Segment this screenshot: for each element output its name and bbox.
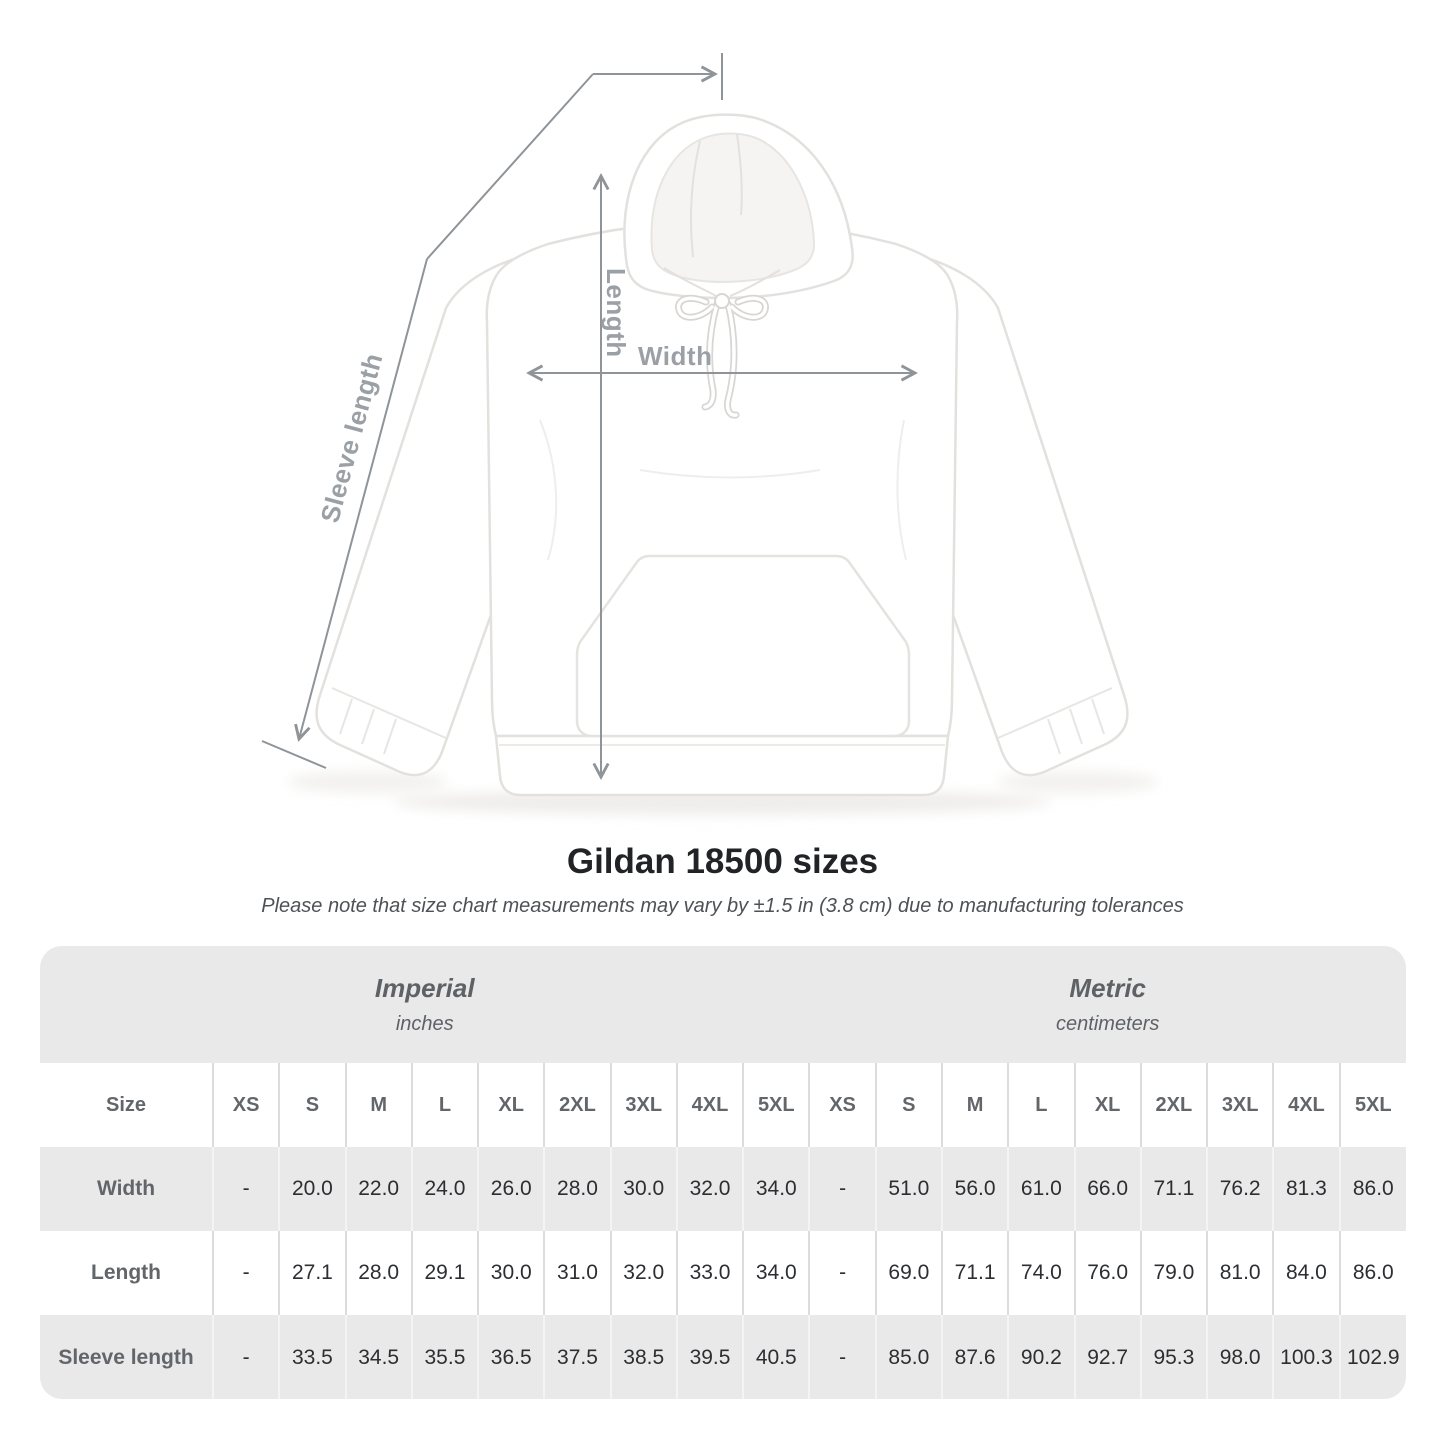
size-header-metric: M <box>942 1063 1008 1147</box>
cell: 81.3 <box>1273 1147 1339 1231</box>
cell: 27.1 <box>279 1231 345 1315</box>
size-header-imperial: XL <box>478 1063 544 1147</box>
size-header-metric: 2XL <box>1141 1063 1207 1147</box>
cell: 34.5 <box>346 1315 412 1399</box>
cell: 24.0 <box>412 1147 478 1231</box>
cell: 26.0 <box>478 1147 544 1231</box>
cell: 22.0 <box>346 1147 412 1231</box>
size-header-imperial: M <box>346 1063 412 1147</box>
cell: 98.0 <box>1207 1315 1273 1399</box>
cell: - <box>809 1315 875 1399</box>
size-table-container <box>40 946 1406 1399</box>
cell: - <box>809 1231 875 1315</box>
size-header-metric: 4XL <box>1273 1063 1339 1147</box>
cell: 32.0 <box>611 1231 677 1315</box>
size-header-metric: 5XL <box>1340 1063 1406 1147</box>
size-header-imperial: 5XL <box>743 1063 809 1147</box>
cell: 34.0 <box>743 1231 809 1315</box>
size-table <box>40 946 1406 1399</box>
cell: 28.0 <box>544 1147 610 1231</box>
cell: 90.2 <box>1008 1315 1074 1399</box>
cell: 92.7 <box>1075 1315 1141 1399</box>
page-title: Gildan 18500 sizes <box>566 842 879 881</box>
cell: - <box>213 1315 279 1399</box>
cell: 28.0 <box>346 1231 412 1315</box>
size-header-imperial: 4XL <box>677 1063 743 1147</box>
cell: 37.5 <box>544 1315 610 1399</box>
cell: 30.0 <box>478 1231 544 1315</box>
imperial-unit: inches <box>395 1013 454 1035</box>
cell: 34.0 <box>743 1147 809 1231</box>
cell: 86.0 <box>1340 1147 1406 1231</box>
cell: 31.0 <box>544 1231 610 1315</box>
size-header-metric: L <box>1008 1063 1074 1147</box>
cell: 71.1 <box>942 1231 1008 1315</box>
table-row-sleeve-length <box>40 1315 1406 1399</box>
row-label: Sleeve length <box>58 1345 194 1369</box>
metric-unit: centimeters <box>1056 1013 1160 1035</box>
cell: 29.1 <box>412 1231 478 1315</box>
size-header-imperial: L <box>412 1063 478 1147</box>
size-header-row <box>40 1063 1406 1147</box>
cell: 71.1 <box>1141 1147 1207 1231</box>
cell: 38.5 <box>611 1315 677 1399</box>
cell: 30.0 <box>611 1147 677 1231</box>
unit-band-row <box>40 946 1406 1063</box>
cell: 61.0 <box>1008 1147 1074 1231</box>
size-header-imperial: 2XL <box>544 1063 610 1147</box>
cell: - <box>809 1147 875 1231</box>
cell: 20.0 <box>279 1147 345 1231</box>
cell: 95.3 <box>1141 1315 1207 1399</box>
size-header-metric: 3XL <box>1207 1063 1273 1147</box>
cell: 40.5 <box>743 1315 809 1399</box>
size-header-metric: XS <box>809 1063 875 1147</box>
length-label: Length <box>601 268 631 358</box>
table-row-width <box>40 1147 1406 1231</box>
cell: 76.0 <box>1075 1231 1141 1315</box>
cell: 36.5 <box>478 1315 544 1399</box>
cell: 76.2 <box>1207 1147 1273 1231</box>
metric-band <box>809 946 1406 1063</box>
sleeve-length-label: Sleeve length <box>314 349 389 526</box>
sleeve-end-tick <box>262 741 326 768</box>
cell: 87.6 <box>942 1315 1008 1399</box>
size-header-metric: S <box>876 1063 942 1147</box>
cell: 81.0 <box>1207 1231 1273 1315</box>
cell: - <box>213 1147 279 1231</box>
tolerance-note: Please note that size chart measurements may vary by ±1.5 in (3.8 cm) due to manufacturing tolerances <box>261 895 1184 917</box>
sleeve-length-shoulder-line <box>427 74 593 259</box>
table-row-length <box>40 1231 1406 1315</box>
cell: 33.0 <box>677 1231 743 1315</box>
cell: 56.0 <box>942 1147 1008 1231</box>
size-col-header: Size <box>40 1063 213 1147</box>
cell: 33.5 <box>279 1315 345 1399</box>
cell: 69.0 <box>876 1231 942 1315</box>
cell: 66.0 <box>1075 1147 1141 1231</box>
cell: 32.0 <box>677 1147 743 1231</box>
size-header-metric: XL <box>1075 1063 1141 1147</box>
row-label: Length <box>91 1261 161 1284</box>
cell: 35.5 <box>412 1315 478 1399</box>
size-header-imperial: XS <box>213 1063 279 1147</box>
cell: - <box>213 1231 279 1315</box>
hoodie-pocket <box>577 556 909 736</box>
cell: 51.0 <box>876 1147 942 1231</box>
metric-label: Metric <box>1069 973 1146 1003</box>
size-header-imperial: 3XL <box>611 1063 677 1147</box>
imperial-label: Imperial <box>374 973 475 1003</box>
cell: 102.9 <box>1340 1315 1406 1399</box>
size-header-imperial: S <box>279 1063 345 1147</box>
cell: 84.0 <box>1273 1231 1339 1315</box>
cell: 100.3 <box>1273 1315 1339 1399</box>
cell: 79.0 <box>1141 1231 1207 1315</box>
imperial-band <box>40 946 809 1063</box>
width-label: Width <box>638 341 713 371</box>
cell: 39.5 <box>677 1315 743 1399</box>
cell: 74.0 <box>1008 1231 1074 1315</box>
cell: 86.0 <box>1340 1231 1406 1315</box>
cell: 85.0 <box>876 1315 942 1399</box>
row-label: Width <box>96 1177 156 1200</box>
